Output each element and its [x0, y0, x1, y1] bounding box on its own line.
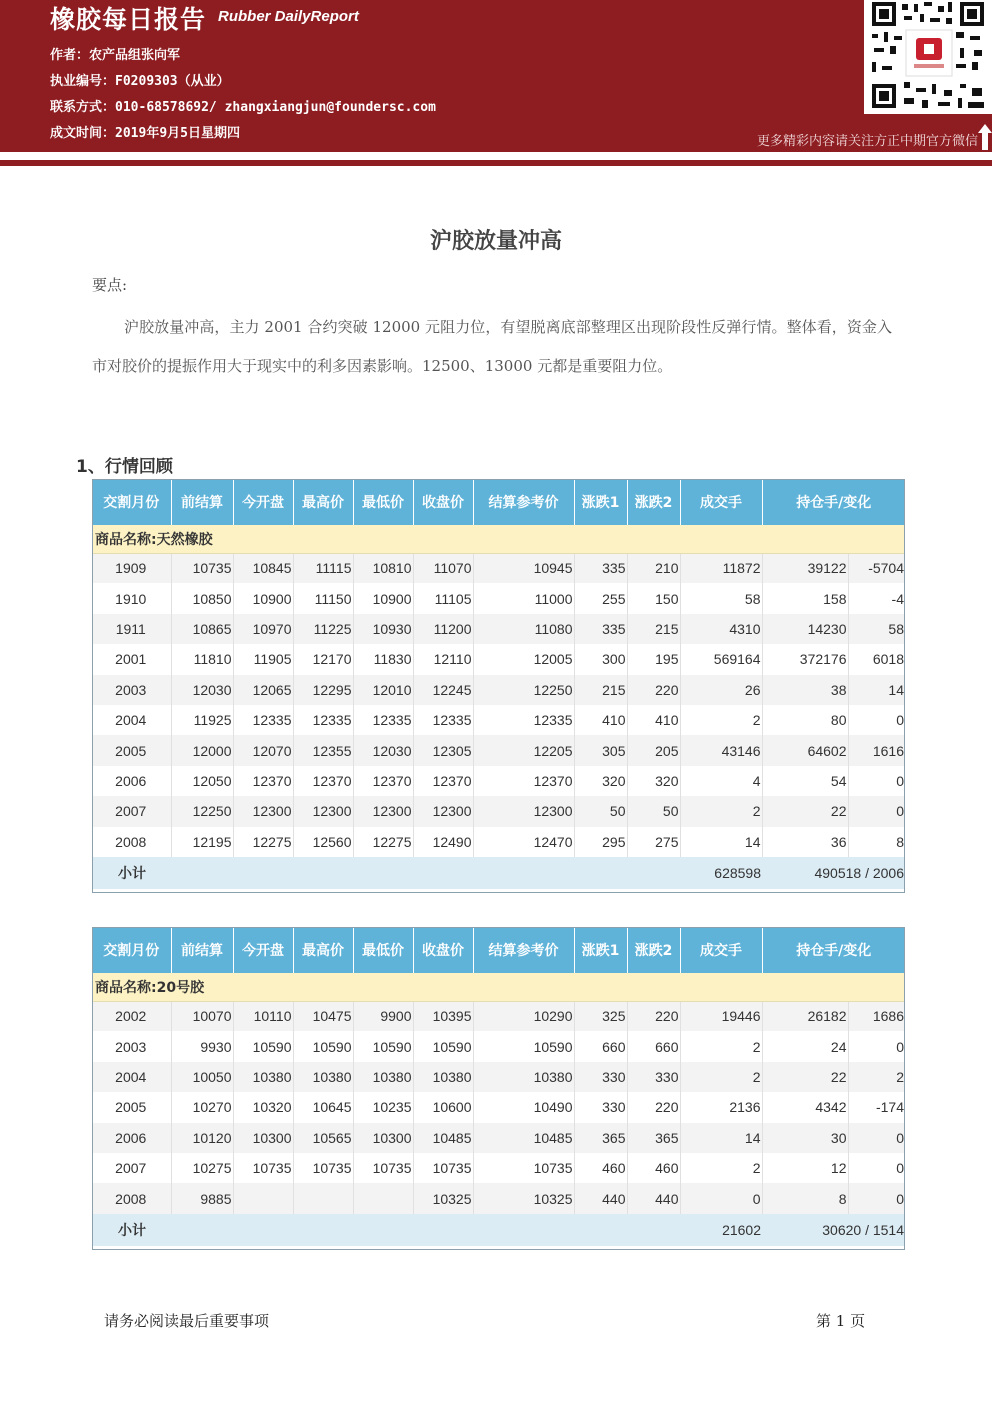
table-cell: 12300	[353, 796, 413, 826]
table-cell: 38	[762, 675, 848, 705]
table-cell: 1686	[848, 1001, 905, 1031]
table-cell: 325	[574, 1001, 627, 1031]
table-cell: 2005	[92, 1092, 171, 1122]
table-cell: 2002	[92, 1001, 171, 1031]
table-cell: 10110	[233, 1001, 293, 1031]
table-cell: 12010	[353, 675, 413, 705]
table-cell: 12335	[293, 705, 353, 735]
table-row	[92, 583, 905, 613]
table-row	[92, 1031, 905, 1061]
table-cell: 2	[680, 705, 762, 735]
table-cell: 12560	[293, 827, 353, 857]
report-title-en: Rubber DailyReport	[218, 8, 359, 25]
table-row	[92, 827, 905, 857]
table-cell: 0	[848, 705, 905, 735]
table-cell: 10050	[171, 1062, 233, 1092]
table-cell: 12000	[171, 735, 233, 765]
table-cell: 2	[680, 796, 762, 826]
table-cell: 569164	[680, 644, 762, 674]
table-row	[92, 1123, 905, 1153]
table-row	[92, 796, 905, 826]
table-cell: 320	[627, 766, 680, 796]
table-cell	[353, 1183, 413, 1213]
table-cell: 330	[574, 1092, 627, 1122]
table-cell: 330	[627, 1062, 680, 1092]
table-cell: 1909	[92, 553, 171, 583]
table-cell: 22	[762, 796, 848, 826]
table-cell: 365	[627, 1123, 680, 1153]
table-cell: 10070	[171, 1001, 233, 1031]
table-cell: 12	[762, 1153, 848, 1183]
col-header-month: 交割月份	[92, 479, 171, 525]
table-cell: 12370	[293, 766, 353, 796]
table-cell: 11115	[293, 553, 353, 583]
table-cell: 58	[680, 583, 762, 613]
table-cell: 220	[627, 675, 680, 705]
table-cell: 440	[627, 1183, 680, 1213]
contact-line	[50, 96, 436, 115]
table-cell: 365	[574, 1123, 627, 1153]
table-cell: 4	[680, 766, 762, 796]
table-cell: 2	[848, 1062, 905, 1092]
table-cell: 11080	[473, 614, 574, 644]
natural-rubber-table	[92, 479, 905, 889]
table-cell: 220	[627, 1001, 680, 1031]
table-cell: 10845	[233, 553, 293, 583]
col-header-close: 收盘价	[413, 927, 473, 973]
col-header-prev-settle: 前结算	[171, 927, 233, 973]
license-line	[50, 70, 230, 89]
table-cell: 4310	[680, 614, 762, 644]
table-cell: 12300	[413, 796, 473, 826]
table-cell: 11105	[413, 583, 473, 613]
subtotal-row	[92, 857, 905, 889]
table-cell: 10490	[473, 1092, 574, 1122]
table-cell: 10810	[353, 553, 413, 583]
table-cell: 22	[762, 1062, 848, 1092]
table-cell: 2001	[92, 644, 171, 674]
table-cell: 2	[680, 1062, 762, 1092]
license-label: 执业编号：	[50, 74, 116, 89]
table-cell: 10275	[171, 1153, 233, 1183]
table-cell: 9885	[171, 1183, 233, 1213]
subtotal-label: 小计	[92, 1214, 680, 1246]
table-cell: 10485	[473, 1123, 574, 1153]
table-row	[92, 644, 905, 674]
license-value: F0209303（从业）	[115, 74, 230, 89]
table-cell: 0	[680, 1183, 762, 1213]
table-cell: 275	[627, 827, 680, 857]
table-cell: 11872	[680, 553, 762, 583]
table-cell: 0	[848, 1123, 905, 1153]
table-cell: 2003	[92, 1031, 171, 1061]
col-header-high: 最高价	[293, 927, 353, 973]
table-cell: 10380	[473, 1062, 574, 1092]
table-cell: 10590	[473, 1031, 574, 1061]
table-cell: 660	[627, 1031, 680, 1061]
table-row	[92, 1092, 905, 1122]
table-cell: 10325	[413, 1183, 473, 1213]
follow-wechat-text: 更多精彩内容请关注方正中期官方微信	[756, 134, 978, 149]
table-cell: 10900	[233, 583, 293, 613]
footer-page-number	[816, 1310, 865, 1331]
table-row	[92, 1001, 905, 1031]
table-row	[92, 735, 905, 765]
table-cell: 12050	[171, 766, 233, 796]
table-cell: 14	[848, 675, 905, 705]
table-cell: 460	[574, 1153, 627, 1183]
table-cell: 10300	[353, 1123, 413, 1153]
table-cell: 12370	[473, 766, 574, 796]
table-cell: 305	[574, 735, 627, 765]
table-cell: 12245	[413, 675, 473, 705]
table-cell	[293, 1183, 353, 1213]
table-cell: 10300	[233, 1123, 293, 1153]
col-header-high: 最高价	[293, 479, 353, 525]
table-cell: 26	[680, 675, 762, 705]
date-label: 成文时间：	[50, 126, 116, 141]
doc-title: 沪胶放量冲高	[429, 228, 562, 254]
table-cell: -4	[848, 583, 905, 613]
table-cell: 50	[574, 796, 627, 826]
summary-paragraph: 沪胶放量冲高，主力 2001 合约突破 12000 元阻力位，有望脱离底部整理区出现阶段性反弹行情。整体看，资金入市对胶价的提振作用大于现实中的利多因素影响。12500、13000 元都是重要阻力位。	[92, 318, 892, 375]
table-cell: 12335	[413, 705, 473, 735]
table-cell: 11200	[413, 614, 473, 644]
table-cell: 12335	[353, 705, 413, 735]
tsr20-rubber-table	[92, 927, 905, 1246]
table-cell: 335	[574, 614, 627, 644]
table-cell: 158	[762, 583, 848, 613]
table-cell: 215	[627, 614, 680, 644]
table-cell: 10900	[353, 583, 413, 613]
table-cell: 10395	[413, 1001, 473, 1031]
table-cell: 12300	[473, 796, 574, 826]
table-cell: 12370	[353, 766, 413, 796]
col-header-low: 最低价	[353, 927, 413, 973]
table-cell: 0	[848, 766, 905, 796]
table-cell: 12275	[353, 827, 413, 857]
table-row	[92, 1153, 905, 1183]
page-prefix: 第	[816, 1312, 832, 1330]
contact-label: 联系方式：	[50, 100, 116, 115]
table-cell: 10945	[473, 553, 574, 583]
table-cell: 12490	[413, 827, 473, 857]
table-cell: 205	[627, 735, 680, 765]
table-cell: 10600	[413, 1092, 473, 1122]
table-cell: 12205	[473, 735, 574, 765]
table-cell: 12110	[413, 644, 473, 674]
subtotal-row	[92, 1214, 905, 1246]
table-cell: 2006	[92, 1123, 171, 1153]
table-cell: 11905	[233, 644, 293, 674]
table-cell: 11810	[171, 644, 233, 674]
product-name-row	[92, 973, 905, 1001]
table-cell: 12470	[473, 827, 574, 857]
table-row	[92, 614, 905, 644]
table-cell: 10735	[353, 1153, 413, 1183]
table-cell: 12250	[473, 675, 574, 705]
table-row	[92, 553, 905, 583]
col-header-open: 今开盘	[233, 927, 293, 973]
table-cell: 10325	[473, 1183, 574, 1213]
subtotal-volume: 628598	[680, 857, 762, 889]
table-row	[92, 675, 905, 705]
table-cell: 12355	[293, 735, 353, 765]
table-cell: 410	[627, 705, 680, 735]
table-cell: 410	[574, 705, 627, 735]
table-cell: 1911	[92, 614, 171, 644]
table-cell: 50	[627, 796, 680, 826]
table-cell: 0	[848, 1153, 905, 1183]
table-cell: 10565	[293, 1123, 353, 1153]
table-row	[92, 1183, 905, 1213]
table-cell: 64602	[762, 735, 848, 765]
table-cell: 6018	[848, 644, 905, 674]
table-cell: 8	[762, 1183, 848, 1213]
table-cell: 12070	[233, 735, 293, 765]
table-cell: 150	[627, 583, 680, 613]
table-cell: 9900	[353, 1001, 413, 1031]
table-cell: 9930	[171, 1031, 233, 1061]
table-cell: 2	[680, 1031, 762, 1061]
table-cell: 10380	[233, 1062, 293, 1092]
table-cell: 11225	[293, 614, 353, 644]
table-cell: 215	[574, 675, 627, 705]
table-cell: 335	[574, 553, 627, 583]
table-cell: 0	[848, 1183, 905, 1213]
table-cell: 10735	[413, 1153, 473, 1183]
footer-disclaimer: 请务必阅读最后重要事项	[104, 1312, 270, 1330]
col-header-settle-ref: 结算参考价	[473, 479, 574, 525]
table-cell: 295	[574, 827, 627, 857]
table-cell: 0	[848, 796, 905, 826]
report-title-cn: 橡胶每日报告	[50, 5, 207, 34]
table-row	[92, 1062, 905, 1092]
table-cell: 10475	[293, 1001, 353, 1031]
col-header-change2: 涨跌2	[627, 479, 680, 525]
table-cell: 195	[627, 644, 680, 674]
banner-underbar	[0, 160, 992, 166]
table-cell: 1616	[848, 735, 905, 765]
table-cell: 2007	[92, 796, 171, 826]
table-cell: 660	[574, 1031, 627, 1061]
table-cell: 80	[762, 705, 848, 735]
product-name: 商品名称:20号胶	[92, 973, 905, 1001]
table-cell: -5704	[848, 553, 905, 583]
table-cell: 2006	[92, 766, 171, 796]
table-cell: 8	[848, 827, 905, 857]
col-header-open-interest: 持仓手/变化	[762, 479, 905, 525]
table-cell: 2007	[92, 1153, 171, 1183]
product-name-row	[92, 525, 905, 553]
table-cell: 2004	[92, 705, 171, 735]
table-cell: 26182	[762, 1001, 848, 1031]
col-header-open: 今开盘	[233, 479, 293, 525]
table-cell: 14	[680, 1123, 762, 1153]
table-cell: 12300	[293, 796, 353, 826]
table-cell: 10590	[293, 1031, 353, 1061]
contact-value: 010-68578692/ zhangxiangjun@foundersc.com	[115, 100, 436, 115]
table-cell: 2008	[92, 827, 171, 857]
table-cell: 12195	[171, 827, 233, 857]
table-cell: 10735	[233, 1153, 293, 1183]
page-suffix: 页	[850, 1312, 866, 1330]
table-cell: 11000	[473, 583, 574, 613]
up-arrow-icon	[978, 124, 992, 150]
table-cell: 12335	[233, 705, 293, 735]
table-cell: 220	[627, 1092, 680, 1122]
col-header-change1: 涨跌1	[574, 927, 627, 973]
table-cell: 10120	[171, 1123, 233, 1153]
table-cell: 12305	[413, 735, 473, 765]
table-cell: 10590	[413, 1031, 473, 1061]
table-cell: 10735	[171, 553, 233, 583]
author-value: 农产品组张向军	[89, 48, 181, 63]
table-cell: 12030	[353, 735, 413, 765]
table-cell: 10865	[171, 614, 233, 644]
subtotal-open-interest: 30620 / 1514	[762, 1214, 905, 1246]
table-cell: 11070	[413, 553, 473, 583]
table-cell: 330	[574, 1062, 627, 1092]
table-cell: 43146	[680, 735, 762, 765]
table-cell: 255	[574, 583, 627, 613]
table-cell: 2008	[92, 1183, 171, 1213]
table-cell: 54	[762, 766, 848, 796]
table-cell: 2005	[92, 735, 171, 765]
date-line	[50, 122, 240, 141]
table-cell: 10270	[171, 1092, 233, 1122]
page-number: 1	[835, 1312, 846, 1330]
author-line	[50, 44, 180, 63]
col-header-close: 收盘价	[413, 479, 473, 525]
table-header-row	[92, 927, 905, 973]
col-header-low: 最低价	[353, 479, 413, 525]
date-value: 2019年9月5日星期四	[115, 126, 240, 141]
table-cell: 10485	[413, 1123, 473, 1153]
table-cell: 10850	[171, 583, 233, 613]
section-title-market-review: 1、行情回顾	[76, 457, 173, 477]
table-cell: 12250	[171, 796, 233, 826]
author-label: 作者：	[50, 48, 90, 63]
table-row	[92, 705, 905, 735]
table-cell: 320	[574, 766, 627, 796]
table-cell: 39122	[762, 553, 848, 583]
table-cell: 10380	[413, 1062, 473, 1092]
table-cell: 10970	[233, 614, 293, 644]
table-cell: 0	[848, 1031, 905, 1061]
table-header-row	[92, 479, 905, 525]
table-cell: 2004	[92, 1062, 171, 1092]
table-cell: 58	[848, 614, 905, 644]
table-cell: 11150	[293, 583, 353, 613]
col-header-volume: 成交手	[680, 927, 762, 973]
col-header-change1: 涨跌1	[574, 479, 627, 525]
table-row	[92, 766, 905, 796]
col-header-volume: 成交手	[680, 479, 762, 525]
table-cell: 12300	[233, 796, 293, 826]
table-cell: 10645	[293, 1092, 353, 1122]
table-cell: 4342	[762, 1092, 848, 1122]
table-cell: 24	[762, 1031, 848, 1061]
table-cell: 10930	[353, 614, 413, 644]
col-header-month: 交割月份	[92, 927, 171, 973]
table-cell: 12335	[473, 705, 574, 735]
table-cell: 10380	[353, 1062, 413, 1092]
table-cell: 372176	[762, 644, 848, 674]
table-cell: 10735	[293, 1153, 353, 1183]
table-cell: 10735	[473, 1153, 574, 1183]
table-cell: 300	[574, 644, 627, 674]
table-cell: 12030	[171, 675, 233, 705]
table-cell: 1910	[92, 583, 171, 613]
table-cell: 10235	[353, 1092, 413, 1122]
subtotal-volume: 21602	[680, 1214, 762, 1246]
table-cell	[233, 1183, 293, 1213]
table-cell: 12295	[293, 675, 353, 705]
table-cell: 2	[680, 1153, 762, 1183]
table-cell: 12170	[293, 644, 353, 674]
table-cell: 12370	[233, 766, 293, 796]
table-cell: 10320	[233, 1092, 293, 1122]
table-cell: 2136	[680, 1092, 762, 1122]
table-cell: 460	[627, 1153, 680, 1183]
table-cell: 14230	[762, 614, 848, 644]
col-header-prev-settle: 前结算	[171, 479, 233, 525]
qr-code-icon	[864, 0, 992, 114]
table-cell: 11830	[353, 644, 413, 674]
table-cell: 10590	[353, 1031, 413, 1061]
table-cell: 36	[762, 827, 848, 857]
table-cell: 2003	[92, 675, 171, 705]
table-cell: 12370	[413, 766, 473, 796]
subtotal-open-interest: 490518 / 2006	[762, 857, 905, 889]
product-name: 商品名称:天然橡胶	[92, 525, 905, 553]
table-cell: 10380	[293, 1062, 353, 1092]
table-cell: 12005	[473, 644, 574, 674]
table-cell: 440	[574, 1183, 627, 1213]
table-cell: 19446	[680, 1001, 762, 1031]
table-cell: 14	[680, 827, 762, 857]
table-cell: -174	[848, 1092, 905, 1122]
table-cell: 30	[762, 1123, 848, 1153]
table-cell: 210	[627, 553, 680, 583]
report-header-banner	[0, 0, 992, 152]
table-cell: 12065	[233, 675, 293, 705]
table-cell: 10590	[233, 1031, 293, 1061]
keypoint-label: 要点:	[92, 276, 128, 294]
table-cell: 11925	[171, 705, 233, 735]
subtotal-label: 小计	[92, 857, 680, 889]
col-header-change2: 涨跌2	[627, 927, 680, 973]
table-cell: 12275	[233, 827, 293, 857]
col-header-settle-ref: 结算参考价	[473, 927, 574, 973]
table-cell: 10290	[473, 1001, 574, 1031]
col-header-open-interest: 持仓手/变化	[762, 927, 905, 973]
